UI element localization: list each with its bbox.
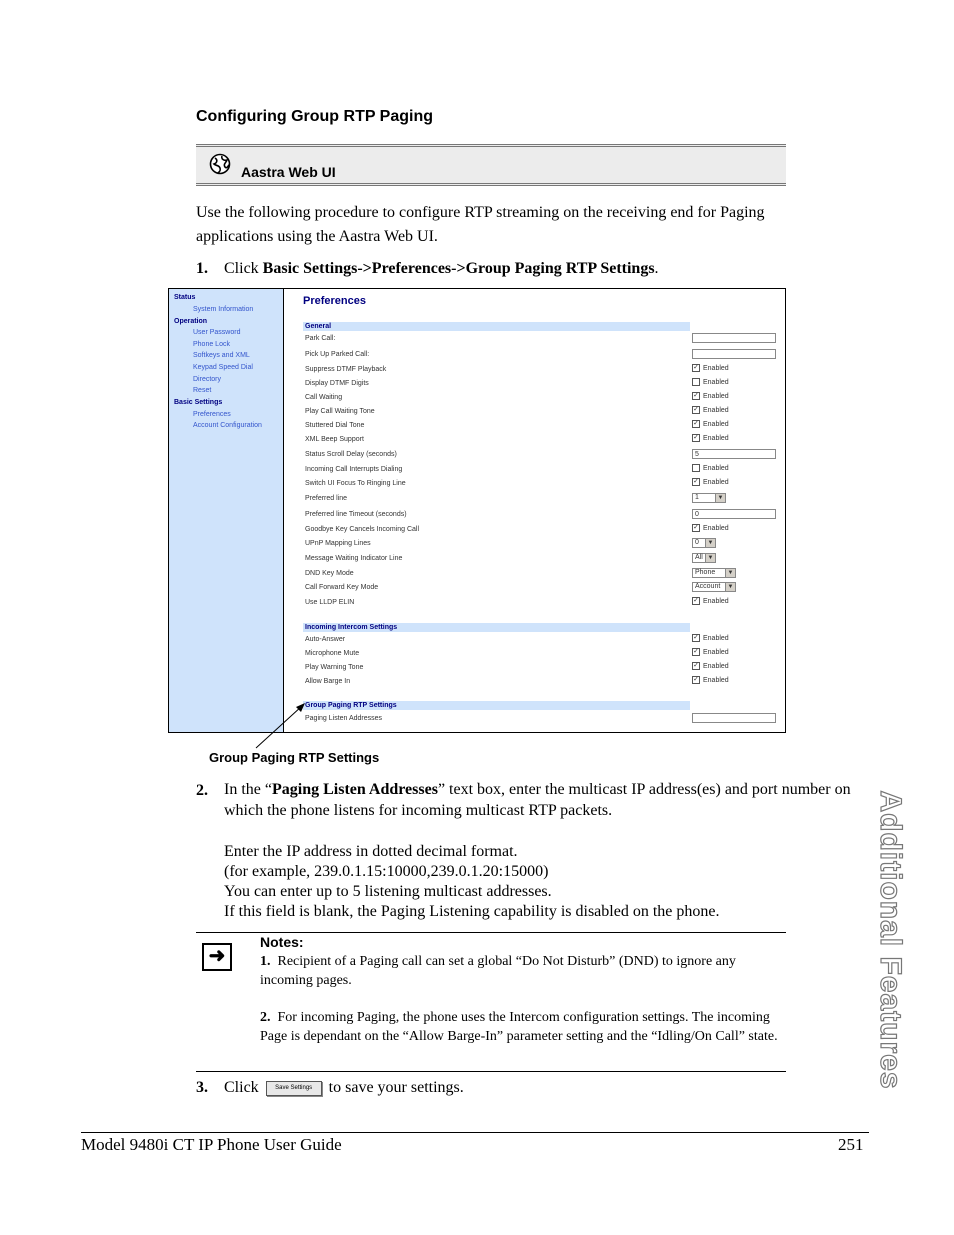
instruction-line: (for example, 239.0.1.15:10000,239.0.1.20:15000) [224, 863, 549, 880]
nav-keypad-speed-dial[interactable]: Keypad Speed Dial [193, 364, 253, 371]
checkbox-label: Enabled [703, 676, 729, 684]
setting-text-input[interactable] [692, 449, 776, 459]
setting-label: DND Key Mode [305, 570, 354, 577]
checkbox-label: Enabled [703, 464, 729, 472]
nav-sidebar [169, 289, 284, 732]
nav-reset[interactable]: Reset [193, 387, 212, 394]
dropdown-arrow-icon[interactable]: ▼ [725, 583, 735, 591]
step-3-number: 3. [196, 1079, 208, 1096]
step-3 [196, 1079, 464, 1097]
nav-phone-lock[interactable]: Phone Lock [193, 341, 230, 348]
setting-label: XML Beep Support [305, 436, 364, 443]
checked-checkbox-icon[interactable]: ✓ [693, 434, 699, 441]
setting-checkbox[interactable] [692, 464, 729, 472]
instruction-line: You can enter up to 5 listening multicast addresses. [224, 883, 552, 900]
preferences-title: Preferences [303, 295, 366, 307]
checked-checkbox-icon[interactable]: ✓ [693, 478, 699, 485]
checked-checkbox-icon[interactable]: ✓ [693, 364, 699, 371]
setting-label: Switch UI Focus To Ringing Line [305, 480, 406, 487]
instruction-line: If this field is blank, the Paging Listening capability is disabled on the phone. [224, 903, 720, 920]
text-input-value[interactable] [692, 349, 776, 359]
intercom-setting-checkbox[interactable] [692, 634, 729, 642]
chapter-side-tab [860, 770, 920, 1110]
checked-checkbox-icon[interactable]: ✓ [693, 676, 699, 683]
step-1-end: . [654, 260, 659, 277]
nav-user-password[interactable]: User Password [193, 329, 241, 336]
globe-icon [209, 153, 231, 175]
web-ui-label: Aastra Web UI [241, 164, 336, 180]
select-value: Phone [695, 569, 716, 576]
page-number: 251 [838, 1135, 864, 1154]
notes-box [196, 932, 786, 1072]
footer-title: Model 9480i CT IP Phone User Guide [81, 1135, 342, 1154]
setting-label: Play Call Waiting Tone [305, 408, 375, 415]
setting-checkbox[interactable] [692, 392, 729, 400]
checked-checkbox-icon[interactable]: ✓ [693, 662, 699, 669]
intro-paragraph: Use the following procedure to configure RTP streaming on the receiving end for Paging applications using the Aastra Web UI. [196, 204, 765, 245]
note-2-text: For incoming Paging, the phone uses the Intercom configuration settings. The incoming Page is dependant on the “Allow Barge-In” parameter setting and the “Idling/On Call” state. [260, 1010, 778, 1044]
setting-label: Park Call: [305, 335, 336, 342]
checked-checkbox-icon[interactable]: ✓ [693, 524, 699, 531]
select-value: 0 [695, 539, 699, 546]
footer-rule [81, 1132, 869, 1133]
setting-label: Use LLDP ELIN [305, 599, 355, 606]
step-2 [196, 779, 876, 819]
nav-softkeys-xml[interactable]: Softkeys and XML [193, 352, 250, 359]
dropdown-arrow-icon[interactable]: ▼ [705, 554, 715, 562]
checked-checkbox-icon[interactable]: ✓ [693, 406, 699, 413]
checkbox-label: Enabled [703, 524, 729, 532]
select-value: Account [695, 583, 721, 590]
checkbox-label: Enabled [703, 392, 729, 400]
note-2-number: 2. [260, 1010, 271, 1025]
unchecked-checkbox-icon[interactable] [692, 378, 700, 386]
setting-select[interactable] [692, 553, 716, 563]
ip-format-instructions [224, 842, 844, 922]
setting-label: Suppress DTMF Playback [305, 366, 387, 373]
preferences-screenshot [168, 288, 786, 733]
note-2 [260, 1008, 780, 1046]
setting-label: Status Scroll Delay (seconds) [305, 451, 397, 458]
setting-checkbox[interactable] [692, 406, 729, 414]
setting-label: Goodbye Key Cancels Incoming Call [305, 526, 420, 533]
dropdown-arrow-icon[interactable]: ▼ [705, 539, 715, 547]
nav-directory[interactable]: Directory [193, 376, 222, 383]
setting-label: Stuttered Dial Tone [305, 422, 365, 429]
nav-basic-settings[interactable]: Basic Settings [174, 399, 223, 406]
nav-preferences[interactable]: Preferences [193, 411, 231, 418]
general-section-header: General [303, 322, 690, 331]
step-1-path: Basic Settings->Preferences->Group Paging RTP Settings [262, 260, 655, 277]
step-2-pre: In the “ [224, 781, 272, 798]
setting-select[interactable] [692, 538, 716, 548]
text-input-value[interactable]: 0 [692, 509, 776, 519]
setting-text-input[interactable] [692, 333, 776, 345]
checkbox-label: Enabled [703, 434, 729, 442]
screenshot-callout: Group Paging RTP Settings [209, 750, 380, 765]
checkbox-label: Enabled [703, 634, 729, 642]
step-1 [196, 260, 659, 278]
nav-operation[interactable]: Operation [174, 318, 208, 325]
notes-title: Notes: [260, 934, 304, 950]
checked-checkbox-icon[interactable]: ✓ [693, 420, 699, 427]
step-2-post: ” text box, enter the multicast IP address(es) and port number on which the phone listens for incoming multicast RTP packets. [224, 781, 851, 819]
note-1-number: 1. [260, 954, 271, 969]
setting-checkbox[interactable] [692, 434, 729, 442]
checked-checkbox-icon[interactable]: ✓ [693, 648, 699, 655]
checkbox-label: Enabled [703, 597, 729, 605]
nav-system-information[interactable]: System Information [193, 306, 254, 313]
checked-checkbox-icon[interactable]: ✓ [693, 634, 699, 641]
intercom-setting-checkbox[interactable] [692, 676, 729, 684]
intercom-setting-label: Allow Barge In [305, 678, 351, 685]
step-2-field: Paging Listen Addresses [271, 781, 438, 798]
checkbox-label: Enabled [703, 406, 729, 414]
intercom-setting-label: Play Warning Tone [305, 664, 364, 671]
intercom-setting-checkbox[interactable] [692, 648, 729, 656]
intercom-setting-label: Auto-Answer [305, 636, 346, 643]
setting-checkbox[interactable] [692, 378, 729, 386]
checked-checkbox-icon[interactable]: ✓ [693, 597, 699, 604]
note-1-text: Recipient of a Paging call can set a global “Do Not Disturb” (DND) to ignore any incoming pages. [260, 954, 736, 988]
intercom-setting-label: Microphone Mute [305, 650, 360, 657]
setting-label: Incoming Call Interrupts Dialing [305, 466, 403, 473]
paging-section-header: Group Paging RTP Settings [303, 701, 690, 710]
checkbox-label: Enabled [703, 364, 729, 372]
setting-label: Call Forward Key Mode [305, 584, 379, 591]
setting-label: Call Waiting [305, 394, 343, 401]
checkbox-label: Enabled [703, 420, 729, 428]
checkbox-label: Enabled [703, 378, 729, 386]
note-1 [260, 952, 780, 990]
setting-text-input[interactable] [692, 509, 776, 519]
setting-text-input[interactable] [692, 349, 776, 361]
web-ui-banner [196, 144, 786, 186]
checked-checkbox-icon[interactable]: ✓ [693, 392, 699, 399]
instruction-line: Enter the IP address in dotted decimal format. [224, 843, 518, 860]
step-1-text: Click [224, 260, 263, 277]
setting-label: Display DTMF Digits [305, 380, 369, 387]
intercom-setting-checkbox[interactable] [692, 662, 729, 670]
setting-label: Preferred line Timeout (seconds) [305, 511, 407, 518]
step-3-post: to save your settings. [328, 1079, 464, 1096]
setting-checkbox[interactable] [692, 420, 729, 428]
chapter-side-tab-label: Additional Features [874, 790, 907, 1090]
select-value: 1 [695, 494, 699, 501]
right-arrow-icon: ➜ [202, 943, 232, 971]
step-2-body [224, 779, 874, 821]
setting-checkbox[interactable] [692, 597, 729, 605]
paging-listen-addresses-input[interactable] [692, 713, 776, 725]
dropdown-arrow-icon[interactable]: ▼ [715, 494, 725, 502]
checkbox-label: Enabled [703, 478, 729, 486]
dropdown-arrow-icon[interactable]: ▼ [725, 569, 735, 577]
setting-label: Preferred line [305, 495, 348, 502]
paging-listen-addresses-label: Paging Listen Addresses [305, 715, 383, 722]
nav-account-configuration[interactable]: Account Configuration [193, 422, 262, 429]
setting-select[interactable] [692, 582, 736, 592]
nav-status[interactable]: Status [174, 294, 196, 301]
checkbox-label: Enabled [703, 648, 729, 656]
unchecked-checkbox-icon[interactable] [692, 464, 700, 472]
intercom-section-header: Incoming Intercom Settings [303, 623, 690, 632]
setting-checkbox[interactable] [692, 364, 729, 372]
checkbox-label: Enabled [703, 662, 729, 670]
step-1-number: 1. [196, 260, 208, 277]
text-input-value[interactable] [692, 333, 776, 343]
text-input-value[interactable]: 5 [692, 449, 776, 459]
setting-checkbox[interactable] [692, 524, 729, 532]
setting-select[interactable] [692, 493, 726, 503]
setting-label: Pick Up Parked Call: [305, 351, 370, 358]
select-value: All [695, 554, 703, 561]
step-3-pre: Click [224, 1079, 259, 1096]
step-2-number: 2. [196, 782, 208, 799]
setting-select[interactable] [692, 568, 736, 578]
setting-label: Message Waiting Indicator Line [305, 555, 403, 562]
setting-label: UPnP Mapping Lines [305, 540, 371, 547]
setting-checkbox[interactable] [692, 478, 729, 486]
callout-pointer-icon [250, 700, 310, 752]
section-title: Configuring Group RTP Paging [196, 108, 434, 125]
save-settings-button[interactable]: Save Settings [266, 1081, 322, 1096]
